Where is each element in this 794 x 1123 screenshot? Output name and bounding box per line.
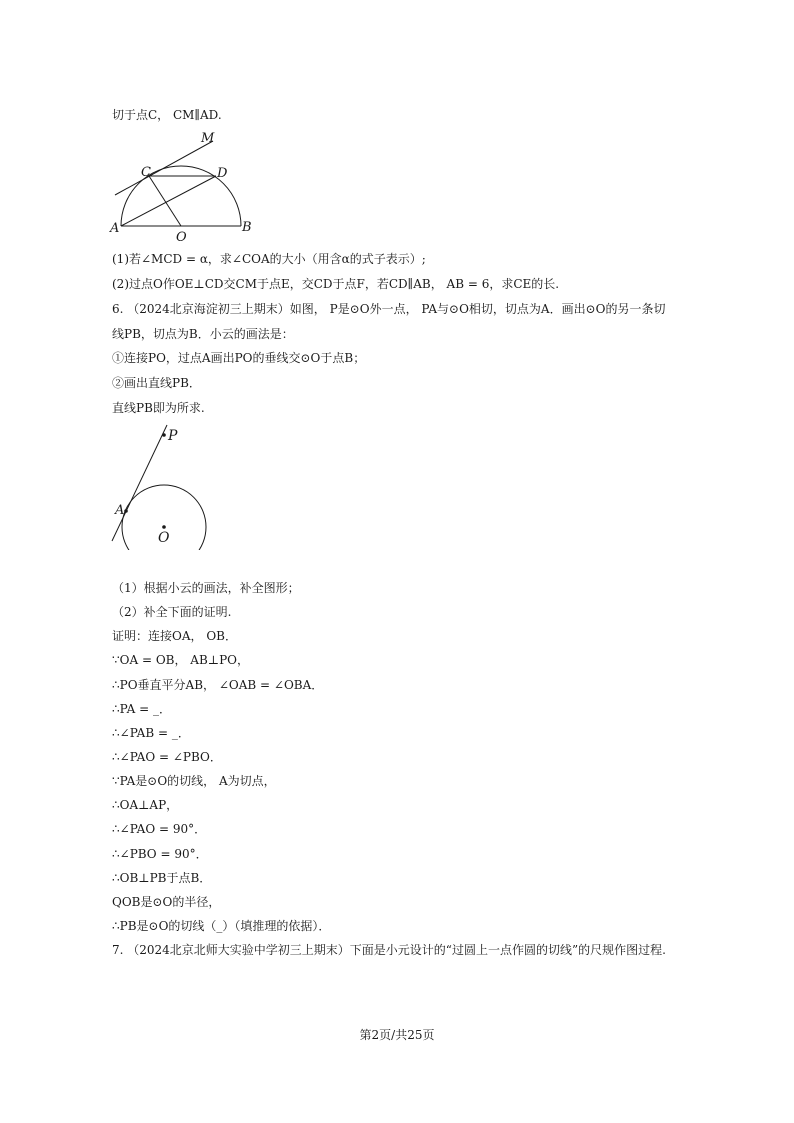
text-line: ∴∠PBO = 90°． <box>112 847 208 861</box>
label-m: M <box>201 131 215 146</box>
text-line: ∴PA = _． <box>112 702 171 716</box>
text-line: ∴PO垂直平分AB， ∠OAB = ∠OBA． <box>112 678 324 692</box>
text-line: 7. （2024北京北师大实验中学初三上期末）下面是小元设计的“过圆上一点作圆的切线”的尺规作图过程. <box>112 943 666 957</box>
label-o: O <box>176 230 187 245</box>
label-o: O <box>158 530 170 546</box>
point-o <box>162 525 166 529</box>
label-c: C <box>141 165 151 180</box>
text-line: ∵OA = OB， AB⊥PO， <box>112 653 249 667</box>
label-a: A <box>115 503 125 518</box>
text-line: 直线PB即为所求. <box>112 401 205 415</box>
text-line: 6. （2024北京海淀初三上期末）如图， P是⊙O外一点， PA与⊙O相切，切点为A．画出⊙O的另一条切 <box>112 302 666 316</box>
text-line: ∴OB⊥PB于点B． <box>112 871 212 885</box>
text-line: QOB是⊙O的半径， <box>112 895 221 909</box>
text-line: ∴∠PAB = _． <box>112 726 190 740</box>
segment-co <box>149 176 181 226</box>
text-line: (1)若∠MCD = α，求∠COA的大小（用含α的式子表示）; <box>112 252 426 266</box>
point-a <box>124 509 128 513</box>
point-p <box>162 433 166 437</box>
text-line: ①连接PO，过点A画出PO的垂线交⊙O于点B； <box>112 351 366 365</box>
text-line: 证明：连接OA， OB． <box>112 629 237 643</box>
page-footer: 第2页/共25页 <box>359 1028 435 1042</box>
label-p: P <box>168 428 178 444</box>
label-b: B <box>242 220 252 235</box>
circle-tangent-figure <box>105 420 220 550</box>
text-line: ∴∠PAO = ∠PBO． <box>112 750 222 764</box>
text-line: 线PB，切点为B．小云的画法是： <box>112 327 294 341</box>
text-line: ∴OA⊥AP， <box>112 798 179 812</box>
label-a: A <box>110 221 120 236</box>
text-line: ∵PA是⊙O的切线， A为切点， <box>112 774 276 788</box>
text-line: （2）补全下面的证明. <box>112 605 232 619</box>
text-line: (2)过点O作OE⊥CD交CM于点E，交CD于点F，若CD∥AB， AB = 6，求CE的长. <box>112 277 560 291</box>
text-line: ∴PB是⊙O的切线（_）（填推理的依据）． <box>112 919 331 933</box>
text-line: （1）根据小云的画法，补全图形； <box>112 581 300 595</box>
tangent-line-pa <box>112 425 167 541</box>
text-line: ∴∠PAO = 90°． <box>112 822 207 836</box>
semicircle-figure <box>105 128 265 246</box>
text-line: 切于点C， CM∥AD. <box>112 108 222 122</box>
text-line: ②画出直线PB． <box>112 376 201 390</box>
label-d: D <box>217 166 228 181</box>
